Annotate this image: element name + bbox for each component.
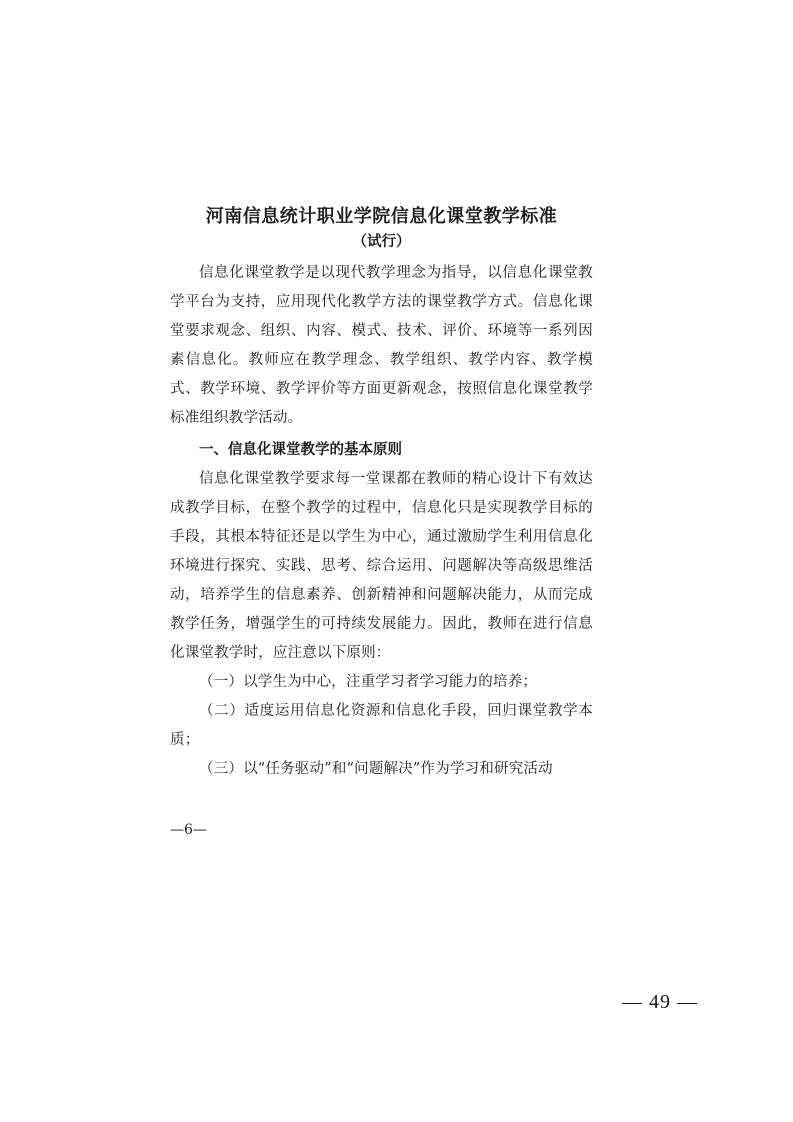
- document-subtitle: （试行）: [352, 234, 411, 250]
- outer-page-number: — 49 —: [622, 991, 698, 1013]
- principle-item-2: （二）适度运用信息化资源和信息化手段，回归课堂教学本质；: [170, 703, 593, 748]
- principle-item-3: （三）以“任务驱动”和“问题解决”作为学习和研究活动: [199, 761, 553, 777]
- section-body-paragraph: 信息化课堂教学要求每一堂课都在教师的精心设计下有效达成教学目标，在整个教学的过程中，信息化只是实现教学目标的手段，其根本特征还是以学生为中心，通过激励学生利用信息化环境进行探究、实践、思考、综合运用、问题解决等高级思维活动，培养学生的信息素养、创新精神和问题解决能力，从而完成教学任务，增强学生的可持续发展能力。因此，教师在进行信息化课堂教学时，应注意以下原则：: [170, 471, 593, 661]
- inner-page-number: —6—: [170, 822, 207, 838]
- principle-item-1: （一）以学生为中心，注重学习者学习能力的培养；: [199, 674, 538, 690]
- document-body: [170, 203, 593, 784]
- intro-paragraph: 信息化课堂教学是以现代教学理念为指导，以信息化课堂教学平台为支持，应用现代化教学方法的课堂教学方式。信息化课堂要求观念、组织、内容、模式、技术、评价、环境等一系列因素信息化。教师应在教学理念、教学组织、教学内容、教学模式、教学环境、教学评价等方面更新观念，按照信息化课堂教学标准组织教学活动。: [170, 265, 593, 426]
- document-title: 河南信息统计职业学院信息化课堂教学标准: [205, 206, 558, 227]
- section-heading: 一、信息化课堂教学的基本原则: [199, 442, 402, 458]
